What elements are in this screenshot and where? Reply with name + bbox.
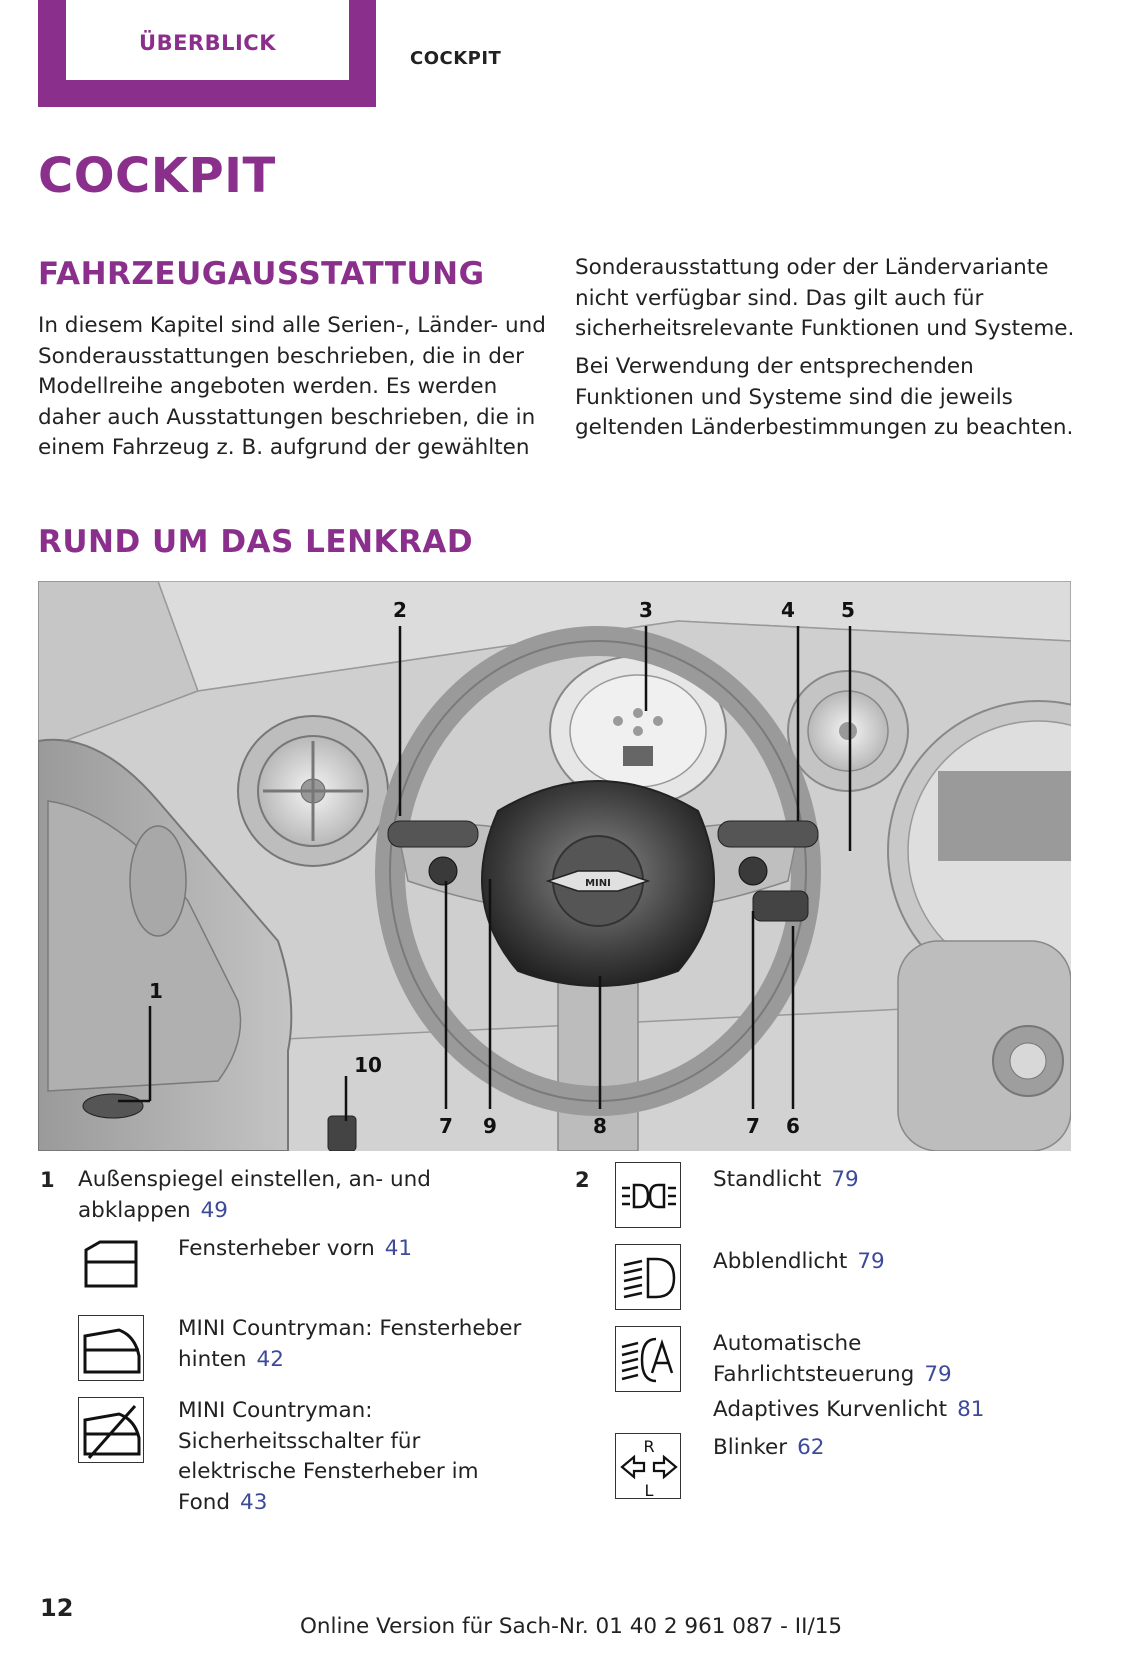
legend-sub-fahrlichtsteuerung-text: Automatische Fahrlichtsteuerung <box>713 1331 915 1387</box>
chapter-tab-inner <box>66 0 349 80</box>
cockpit-illustration <box>38 581 1071 1151</box>
legend-sub-fensterheber-vorn-ref[interactable]: 41 <box>384 1236 413 1261</box>
legend-sub-abblendlicht <box>713 1247 1053 1278</box>
legend-sub-blinker-ref[interactable]: 62 <box>797 1435 825 1460</box>
turn-signal-left-label: L <box>644 1481 654 1500</box>
callout-1: 1 <box>149 979 163 1003</box>
chapter-tab[interactable] <box>38 0 376 107</box>
page-title: COCKPIT <box>38 148 276 204</box>
section-tab[interactable]: COCKPIT <box>410 48 502 69</box>
callout-9: 9 <box>483 1114 497 1138</box>
legend-sub-fahrlichtsteuerung <box>713 1329 1053 1390</box>
legend-item-1-page-ref[interactable]: 49 <box>200 1197 228 1223</box>
fahrzeug-paragraph-3: Bei Verwendung der entsprechenden Funktionen und Systeme sind die jeweils geltenden Länderbestimmungen zu beachten. <box>575 354 1074 440</box>
legend-sub-blinker <box>713 1433 1053 1464</box>
fahrzeug-heading: FAHRZEUGAUSSTATTUNG <box>38 256 485 292</box>
online-version-note: Online Version für Sach-Nr. 01 40 2 961 087 - II/15 <box>299 1614 843 1639</box>
auto-headlight-icon <box>615 1326 681 1392</box>
callout-5: 5 <box>841 598 855 622</box>
turn-signal-right-label: R <box>643 1437 655 1456</box>
legend-sub-fensterheber-hinten-ref[interactable]: 42 <box>256 1346 284 1372</box>
legend-sub-sicherheitsschalter-ref[interactable]: 43 <box>240 1489 268 1515</box>
legend-sub-fensterheber-vorn <box>178 1234 538 1265</box>
legend-sub-sicherheitsschalter-text: MINI Countryman: Sicherheitsschalter für elektrische Fensterheber im Fond <box>178 1398 479 1515</box>
legend-sub-kurvenlicht-ref[interactable]: 81 <box>957 1397 985 1422</box>
callout-8: 8 <box>593 1114 607 1138</box>
legend-sub-abblendlicht-text: Abblendlicht <box>713 1249 848 1274</box>
legend-sub-fensterheber-hinten <box>178 1314 538 1375</box>
callout-3: 3 <box>639 598 653 622</box>
legend-sub-standlicht-text: Standlicht <box>713 1167 822 1192</box>
legend-sub-kurvenlicht-text: Adaptives Kurvenlicht <box>713 1397 948 1422</box>
turn-signal-icon <box>615 1433 681 1499</box>
legend-number-2: 2 <box>575 1168 590 1192</box>
legend-number-1: 1 <box>40 1168 55 1192</box>
cockpit-drawing <box>38 581 1071 1151</box>
callout-7-left: 7 <box>439 1114 453 1138</box>
mini-logo-text: MINI <box>585 878 611 889</box>
fahrzeug-paragraph-2: Sonderausstattung oder der Ländervariante nicht verfügbar sind. Das gilt auch für sicherheitsrelevante Funktionen und Systeme. <box>575 255 1075 341</box>
legend-sub-standlicht <box>713 1165 1053 1196</box>
legend-sub-kurvenlicht <box>713 1395 1053 1426</box>
callout-7-right: 7 <box>746 1114 760 1138</box>
legend-sub-fensterheber-vorn-text: Fensterheber vorn <box>178 1236 375 1261</box>
chapter-tab-label: ÜBERBLICK <box>139 31 276 55</box>
callout-6: 6 <box>786 1114 800 1138</box>
window-rear-icon <box>78 1315 144 1381</box>
callout-10: 10 <box>354 1053 382 1077</box>
low-beam-icon <box>615 1244 681 1310</box>
legend-sub-blinker-text: Blinker <box>713 1435 788 1460</box>
callout-4: 4 <box>781 598 795 622</box>
parking-light-icon <box>615 1162 681 1228</box>
window-lock-icon <box>78 1397 144 1463</box>
legend-sub-fahrlichtsteuerung-ref[interactable]: 79 <box>924 1361 952 1387</box>
legend-sub-fensterheber-hinten-text: MINI Countryman: Fensterheber hinten <box>178 1316 522 1372</box>
fahrzeug-paragraph-1: In diesem Kapitel sind alle Serien-, Länder- und Sonderausstattungen beschrieben, die in der Modellreihe angeboten werden. Es werden daher auch Ausstattungen beschrieben, die in einem Fahrzeug z. B. aufgrund der gewählten <box>38 313 546 460</box>
callout-2: 2 <box>393 598 407 622</box>
legend-sub-standlicht-ref[interactable]: 79 <box>831 1167 859 1192</box>
legend-sub-sicherheitsschalter <box>178 1396 538 1518</box>
page-number: 12 <box>40 1594 74 1622</box>
legend-item-1 <box>78 1165 538 1226</box>
lenkrad-heading: RUND UM DAS LENKRAD <box>38 524 474 560</box>
window-front-icon <box>78 1232 144 1298</box>
legend-sub-abblendlicht-ref[interactable]: 79 <box>857 1249 885 1274</box>
legend-item-1-text: Außenspiegel einstellen, an- und abklappen <box>78 1167 431 1223</box>
